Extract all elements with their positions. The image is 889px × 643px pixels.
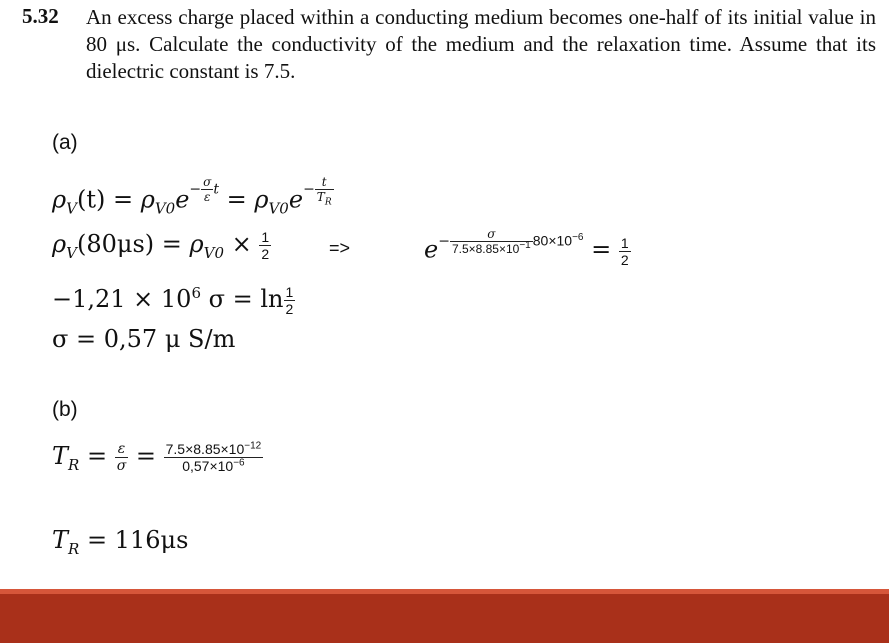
footer-band [0,589,889,643]
exponent-2: − $\frac{t}{T_R}$ [303,175,332,208]
equation-log: $-1,21 \times 10^6$ σ = ln $\frac{1}{2}$ [52,284,294,317]
implies-arrow: => [329,238,351,258]
rho-symbol: ρ [52,185,67,214]
equation-half-value: $\rho_V(80\mu s) = \rho_{V0}$ × $\frac{1}{2}$ [52,229,270,262]
part-a-label: (a) [52,131,78,154]
conductivity-result: σ = 0,57 μ S/m [52,325,236,353]
exponent-3: − $\frac{\sigma}{7.5\times 8.85\times 10^{-1}}$ $80\times 10^{-6}$ [438,227,584,256]
equation-decay: $\rho_V(t) = \rho_{V0}e-$ $\frac{\sigma}{\varepsilon}$ $t = \rho_{V0}e-$ $\frac{t}{T_R}$ [52,175,332,218]
problem-statement: An excess charge placed within a conducting medium becomes one-half of its initial value in 80 μs. Calculate the conductivity of the medium and the relaxation time. Assume that its dielectric constant is 7.5. [86,5,876,83]
equation-exponential-half: e− $\frac{\sigma}{7.5\times 8.85\times 10^{-1}}$ $80\times 10^{-6}$ = $\frac{1}{2}$ [424,227,629,268]
footer-band-highlight [0,589,889,594]
relaxation-time-result: $T_R = 116\mu s$ [52,526,189,558]
equation-relaxation: $T_R$ = $\frac{\varepsilon}{\sigma}$ = $\frac{7.5\times 8.85\times 10^{-12}}{0,57\times 10^{-6}}$ [52,440,262,474]
part-b-label: (b) [52,398,78,421]
problem-number: 5.32 [22,4,59,28]
exponent-1: − $\frac{\sigma}{\varepsilon}$ t [189,175,219,204]
